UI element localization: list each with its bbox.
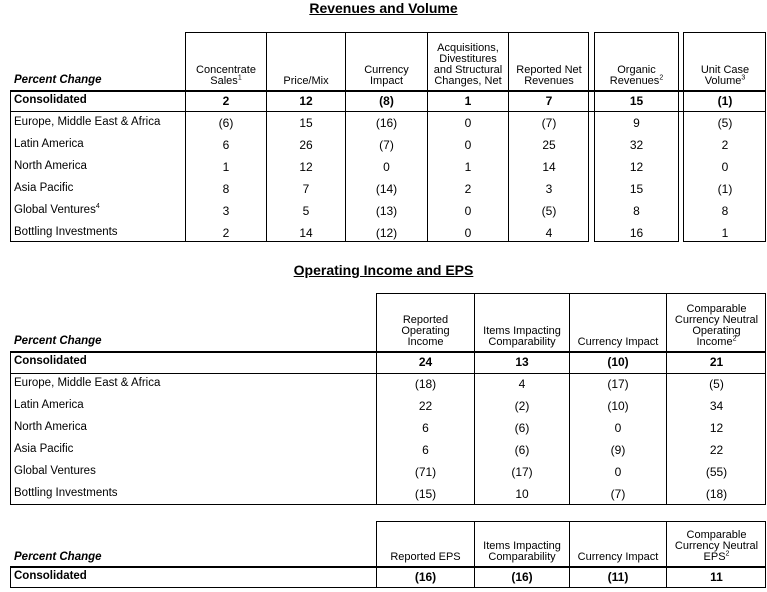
rev-header-6-line-1: Volume$^3$ bbox=[704, 74, 746, 87]
rev-cell: 14 bbox=[299, 226, 313, 240]
rev-row-label: Europe, Middle East & Africa bbox=[14, 116, 161, 128]
rev-header-6-line-0: Unit Case bbox=[700, 64, 750, 76]
oi-header-3 bbox=[667, 304, 766, 348]
oi-cell: (10) bbox=[607, 355, 629, 369]
rev-cell: 15 bbox=[299, 116, 313, 130]
oi-row-label: Europe, Middle East & Africa bbox=[14, 377, 161, 389]
rev-header-1 bbox=[267, 76, 345, 87]
rev-cell: (13) bbox=[375, 204, 398, 218]
rev-cell: 12 bbox=[299, 160, 313, 174]
oi-cell: (10) bbox=[607, 399, 629, 413]
rev-header-3-line-1: Divestitures bbox=[439, 53, 497, 65]
rev-header-5-footnote: 2 bbox=[659, 74, 664, 82]
rev-cell: (1) bbox=[717, 182, 733, 196]
oi-cell: (2) bbox=[514, 399, 530, 413]
rev-header-0-line-1: Sales$^1$ bbox=[210, 74, 242, 87]
rev-cell: 16 bbox=[629, 226, 644, 240]
eps-row-label: Consolidated bbox=[14, 570, 87, 582]
rev-cell: (5) bbox=[717, 116, 733, 130]
rev-header-0-line-0: Concentrate bbox=[196, 64, 256, 76]
oi-cell: (17) bbox=[607, 377, 629, 391]
operating-income-eps-title: Operating Income and EPS bbox=[293, 262, 474, 278]
oi-cell: 0 bbox=[614, 465, 622, 479]
rev-cell: (14) bbox=[375, 182, 398, 196]
oi-row-label: Consolidated bbox=[14, 355, 87, 367]
rev-cell: (6) bbox=[218, 116, 234, 130]
rev-header-6-footnote: 3 bbox=[741, 74, 746, 82]
rev-header-5-line-1: Revenues$^2$ bbox=[609, 74, 664, 87]
rev-cell: (7) bbox=[379, 138, 394, 152]
rev-cell: 4 bbox=[545, 226, 553, 240]
rev-cell: 0 bbox=[721, 160, 729, 174]
oi-row-label: Global Ventures bbox=[14, 465, 96, 477]
oi-cell: 22 bbox=[709, 443, 724, 457]
oi-cell: (18) bbox=[414, 377, 437, 391]
oi-header-1-line-0: Items Impacting bbox=[483, 325, 561, 337]
rev-header-2 bbox=[346, 65, 427, 87]
eps-header-3-line-2: EPS$^2$ bbox=[703, 550, 730, 563]
oi-cell: (15) bbox=[414, 487, 437, 501]
rev-cell: 0 bbox=[383, 160, 390, 174]
rev-header-3-line-2: and Structural bbox=[433, 64, 503, 76]
rev-row-label: Bottling Investments bbox=[14, 226, 118, 238]
oi-cell: 12 bbox=[709, 421, 724, 435]
oi-cell: (55) bbox=[705, 465, 728, 479]
rev-row-label: Latin America bbox=[14, 138, 84, 150]
oi-row-label: Asia Pacific bbox=[14, 443, 74, 455]
eps-percent-change: Percent Change bbox=[14, 551, 102, 563]
rev-header-3-line-0: Acquisitions, bbox=[437, 42, 499, 54]
rev-cell: 15 bbox=[629, 182, 644, 196]
oi-cell: 21 bbox=[709, 355, 724, 369]
eps-header-2-line-0: Currency Impact bbox=[577, 551, 659, 563]
rev-row-footnote: 4 bbox=[95, 203, 100, 211]
rev-header-0 bbox=[186, 65, 266, 87]
eps-header-0-line-0: Reported EPS bbox=[390, 551, 461, 563]
rev-row-label: Global Ventures$^4$ bbox=[14, 203, 100, 216]
oi-cell: 6 bbox=[422, 443, 429, 457]
rev-percent-change: Percent Change bbox=[14, 74, 102, 86]
oi-cell: (6) bbox=[514, 443, 530, 457]
rev-cell: 9 bbox=[633, 116, 640, 130]
oi-header-0-line-1: Operating bbox=[401, 325, 450, 337]
oi-cell: 13 bbox=[515, 355, 529, 369]
rev-cell: 12 bbox=[629, 160, 644, 174]
revenues-volume-title: Revenues and Volume bbox=[309, 0, 458, 16]
oi-header-0-line-0: Reported bbox=[402, 314, 449, 326]
oi-cell: 22 bbox=[418, 399, 433, 413]
rev-cell: 1 bbox=[222, 160, 230, 174]
oi-header-0 bbox=[377, 315, 474, 348]
eps-header-3 bbox=[667, 530, 766, 563]
oi-row-label: Bottling Investments bbox=[14, 487, 118, 499]
rev-cell: 5 bbox=[302, 204, 310, 218]
rev-cell: (1) bbox=[717, 94, 733, 108]
oi-cell: (9) bbox=[610, 443, 626, 457]
rev-header-2-line-0: Currency bbox=[364, 64, 409, 76]
oi-header-1 bbox=[475, 326, 569, 348]
oi-header-1-line-1: Comparability bbox=[488, 336, 556, 348]
rev-cell: (12) bbox=[375, 226, 398, 240]
rev-header-1-line-0: Price/Mix bbox=[283, 75, 329, 87]
eps-header-2 bbox=[570, 552, 666, 563]
oi-cell: (7) bbox=[610, 487, 626, 501]
rev-cell: 14 bbox=[542, 160, 556, 174]
rev-cell: 1 bbox=[721, 226, 729, 240]
eps-cell: (16) bbox=[511, 570, 533, 584]
rev-cell: 0 bbox=[464, 138, 472, 152]
eps-header-3-footnote: 2 bbox=[725, 550, 730, 558]
oi-cell: 10 bbox=[515, 487, 529, 501]
rev-cell: 0 bbox=[464, 204, 472, 218]
rev-cell: (7) bbox=[541, 116, 557, 130]
rev-header-6 bbox=[684, 65, 766, 87]
rev-row-label: Consolidated bbox=[14, 94, 87, 106]
eps-header-0 bbox=[377, 552, 474, 563]
rev-header-0-footnote: 1 bbox=[237, 74, 242, 82]
rev-row-label: Asia Pacific bbox=[14, 182, 74, 194]
rev-header-5 bbox=[595, 65, 678, 87]
rev-cell: 2 bbox=[464, 182, 472, 196]
rev-cell: (16) bbox=[375, 116, 398, 130]
rev-cell: (8) bbox=[379, 94, 394, 108]
rev-cell: 2 bbox=[721, 138, 729, 152]
oi-row-label: North America bbox=[14, 421, 87, 433]
oi-header-3-line-1: Currency Neutral bbox=[674, 314, 759, 326]
rev-cell: 8 bbox=[721, 204, 729, 218]
rev-cell: 2 bbox=[222, 94, 230, 108]
oi-header-3-line-3: Income$^2$ bbox=[696, 335, 737, 348]
oi-header-3-footnote: 2 bbox=[732, 335, 737, 343]
rev-cell: 25 bbox=[542, 138, 556, 152]
rev-cell: 7 bbox=[302, 182, 310, 196]
rev-header-3 bbox=[428, 43, 508, 87]
oi-cell: 0 bbox=[614, 421, 622, 435]
rev-cell: 32 bbox=[629, 138, 644, 152]
rev-header-4-line-1: Revenues bbox=[524, 75, 574, 87]
oi-cell: 6 bbox=[422, 421, 429, 435]
oi-header-2-line-0: Currency Impact bbox=[577, 336, 659, 348]
rev-cell: 0 bbox=[464, 116, 472, 130]
oi-cell: 34 bbox=[709, 399, 724, 413]
rev-cell: 12 bbox=[299, 94, 313, 108]
rev-cell: 6 bbox=[222, 138, 230, 152]
rev-header-2-line-1: Impact bbox=[369, 75, 403, 87]
rev-cell: (5) bbox=[541, 204, 557, 218]
eps-header-3-line-1: Currency Neutral bbox=[674, 540, 759, 552]
rev-cell: 8 bbox=[222, 182, 230, 196]
oi-row-label: Latin America bbox=[14, 399, 84, 411]
rev-cell: 2 bbox=[222, 226, 230, 240]
oi-cell: (6) bbox=[514, 421, 530, 435]
rev-cell: 8 bbox=[633, 204, 640, 218]
oi-percent-change: Percent Change bbox=[14, 335, 102, 347]
oi-cell: (5) bbox=[709, 377, 724, 391]
oi-cell: 24 bbox=[418, 355, 433, 369]
rev-cell: 3 bbox=[222, 204, 230, 218]
rev-cell: 7 bbox=[545, 94, 553, 108]
eps-cell: (16) bbox=[414, 570, 437, 584]
eps-header-3-line-0: Comparable bbox=[686, 529, 747, 541]
oi-cell: 4 bbox=[518, 377, 526, 391]
oi-header-0-line-2: Income bbox=[407, 336, 444, 348]
rev-header-4-line-0: Reported Net bbox=[516, 64, 582, 76]
eps-cell: (11) bbox=[607, 570, 629, 584]
rev-cell: 0 bbox=[464, 226, 472, 240]
oi-cell: (17) bbox=[511, 465, 533, 479]
oi-header-2 bbox=[570, 337, 666, 348]
eps-header-1-line-0: Items Impacting bbox=[483, 540, 561, 552]
rev-header-5-line-0: Organic bbox=[617, 64, 656, 76]
oi-header-3-line-0: Comparable bbox=[686, 303, 747, 315]
rev-row-label: North America bbox=[14, 160, 87, 172]
eps-header-1-line-1: Comparability bbox=[488, 551, 556, 563]
rev-header-4 bbox=[509, 65, 589, 87]
eps-header-1 bbox=[475, 541, 569, 563]
rev-cell: 26 bbox=[299, 138, 313, 152]
oi-cell: (18) bbox=[705, 487, 728, 501]
rev-cell: 15 bbox=[629, 94, 644, 108]
eps-cell: 11 bbox=[710, 570, 723, 584]
rev-cell: 3 bbox=[545, 182, 553, 196]
rev-header-3-line-3: Changes, Net bbox=[434, 75, 502, 87]
oi-header-3-line-2: Operating bbox=[692, 325, 741, 337]
rev-cell: 1 bbox=[464, 94, 472, 108]
rev-cell: 1 bbox=[464, 160, 472, 174]
oi-cell: (71) bbox=[414, 465, 437, 479]
